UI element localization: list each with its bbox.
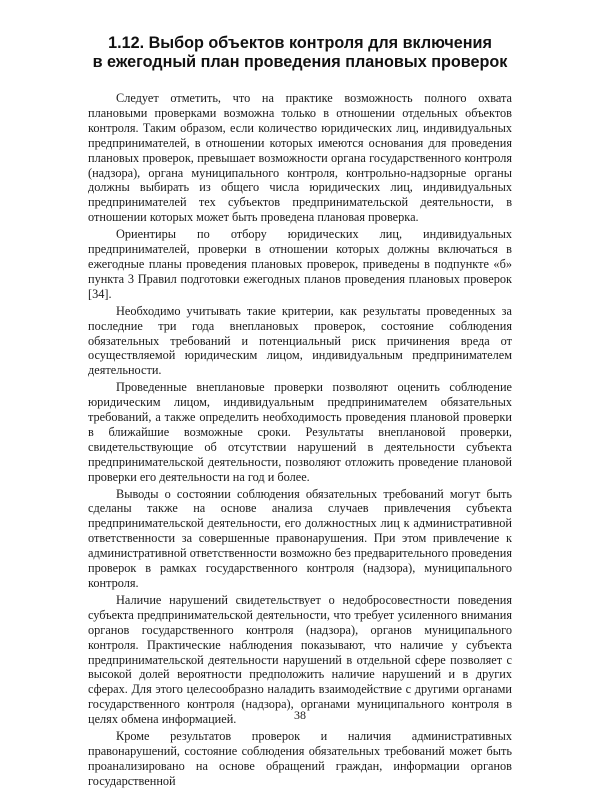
paragraph: Следует отметить, что на практике возможность полного охвата плановыми проверками возможна только в отношении отдельных объектов контроля. Таким образом, если количество юридических лиц, индивидуальных предпринимателей, в отношении которых имеются основания для проведения плановых проверок, превышает возможности органа государственного контроля (надзора), органа муниципального контроля, контрольно-надзорные органы должны выбирать из общего числа юридических лиц, индивидуальных предпринимателей тех субъектов предпринимательской деятельности, в отношении которых может быть проведена плановая проверка. [88,91,512,225]
body-text [88,91,512,789]
section-title-line-2: в ежегодный план проведения плановых проверок [92,53,508,71]
paragraph: Проведенные внеплановые проверки позволяют оценить соблюдение юридическим лицом, индивидуальным предпринимателем обязательных требований, а также определить необходимость проведения плановой проверки в ближайшие возможные сроки. Результаты внеплановой проверки, свидетельствующие об отсутствии нарушений в деятельности субъекта предпринимательской деятельности, позволяют отложить проведение плановой проверки его деятельности на год и более. [88,380,512,484]
paragraph: Необходимо учитывать такие критерии, как результаты проведенных за последние три года внеплановых проверок, состояние соблюдения обязательных требований и потенциальный риск причинения вреда от осуществляемой юридическим лицом, индивидуальным предпринимателем деятельности. [88,303,512,378]
paragraph: Наличие нарушений свидетельствует о недобросовестности поведения субъекта предпринимательской деятельности, что требует усиленного внимания органов государственного контроля (надзора), органов муниципального контроля. Практические наблюдения показывают, что наличие у субъекта предпринимательской деятельности нарушений в отдельной сфере позволяет с высокой долей вероятности предположить наличие нарушений и в других сферах. Для этого целесообразно наладить взаимодействие с другими органами государственного контроля (надзора), органами муниципального контроля в целях обмена информацией. [88,592,512,727]
paragraph: Выводы о состоянии соблюдения обязательных требований могут быть сделаны также на основе анализа случаев привлечения субъекта предпринимательской деятельности, его должностных лиц к административной ответственности за совершенные правонарушения. При этом привлечение к административной ответственности возможно без предварительного проведения проверок в рамках государственного контроля (надзора), муниципального контроля. [88,486,512,590]
page-number: 38 [294,708,306,722]
paragraph: Ориентиры по отбору юридических лиц, индивидуальных предпринимателей, проверки в отношении которых должны включаться в ежегодные планы проведения плановых проверок, приведены в подпункте «б» пункта 3 Правил подготовки ежегодных планов проведения плановых проверок [34]. [88,227,512,301]
section-title [88,34,512,72]
section-title-line-1: 1.12. Выбор объектов контроля для включения [108,34,492,52]
paragraph: Кроме результатов проверок и наличия административных правонарушений, состояние соблюдения обязательных требований может быть проанализировано на основе обращений граждан, информации органов государственной [88,729,512,788]
